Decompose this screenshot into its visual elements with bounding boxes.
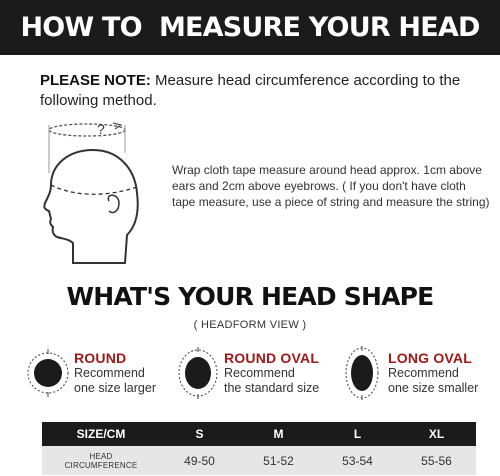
- size-header-m: M: [239, 422, 318, 446]
- size-header-row: [42, 422, 476, 446]
- size-header-l: L: [318, 422, 397, 446]
- size-value-s: 49-50: [160, 446, 239, 475]
- measure-ring-ellipse: [49, 124, 125, 136]
- measurement-instructions: Wrap cloth tape measure around head approx. 1cm above ears and 2cm above eyebrows. ( If you don't have cloth tape measure, use a piece of string and measure the string): [172, 163, 490, 209]
- size-header-label: SIZE/CM: [42, 422, 160, 446]
- row-label-line2: CIRCUMFERENCE: [64, 460, 138, 470]
- shape-name-round-oval: ROUND OVAL: [224, 350, 320, 366]
- shape-desc-round-oval-2: the standard size: [224, 381, 320, 395]
- shape-name-round: ROUND: [74, 350, 127, 366]
- head-silhouette: [44, 150, 137, 263]
- shape-round-oval: [176, 343, 319, 403]
- please-note: [40, 71, 480, 111]
- table-row: [42, 446, 476, 475]
- size-header-s: S: [160, 422, 239, 446]
- head-shape-subtitle: ( HEADFORM VIEW ): [193, 319, 307, 331]
- head-measure-illustration: [35, 113, 175, 273]
- long-oval-head-icon: [340, 345, 384, 401]
- size-header-xl: XL: [397, 422, 476, 446]
- size-value-l: 53-54: [318, 446, 397, 475]
- round-oval-head-icon: [176, 345, 220, 401]
- note-text: Measure head circumference according to the following method.: [40, 72, 461, 109]
- header-banner: [0, 0, 500, 55]
- shape-desc-long-oval-1: Recommend: [388, 366, 459, 380]
- page-title: HOW TO MEASURE YOUR HEAD: [20, 12, 480, 43]
- shape-name-long-oval: LONG OVAL: [388, 350, 472, 366]
- round-head-icon: [26, 345, 70, 401]
- question-mark: ?: [97, 121, 105, 137]
- row-label-head-circumference: [42, 446, 160, 475]
- row-label-line1: HEAD: [89, 451, 113, 461]
- shape-round: [26, 343, 156, 403]
- shape-desc-round-1: Recommend: [74, 366, 145, 380]
- head-shape-title: WHAT'S YOUR HEAD SHAPE: [66, 282, 434, 311]
- shape-desc-round-oval-1: Recommend: [224, 366, 295, 380]
- size-value-m: 51-52: [239, 446, 318, 475]
- shape-desc-long-oval-2: one size smaller: [388, 381, 479, 395]
- size-value-xl: 55-56: [397, 446, 476, 475]
- shape-desc-round-2: one size larger: [74, 381, 156, 395]
- size-chart-table: [42, 422, 476, 475]
- note-label: PLEASE NOTE:: [40, 72, 151, 89]
- shape-long-oval: [340, 343, 478, 403]
